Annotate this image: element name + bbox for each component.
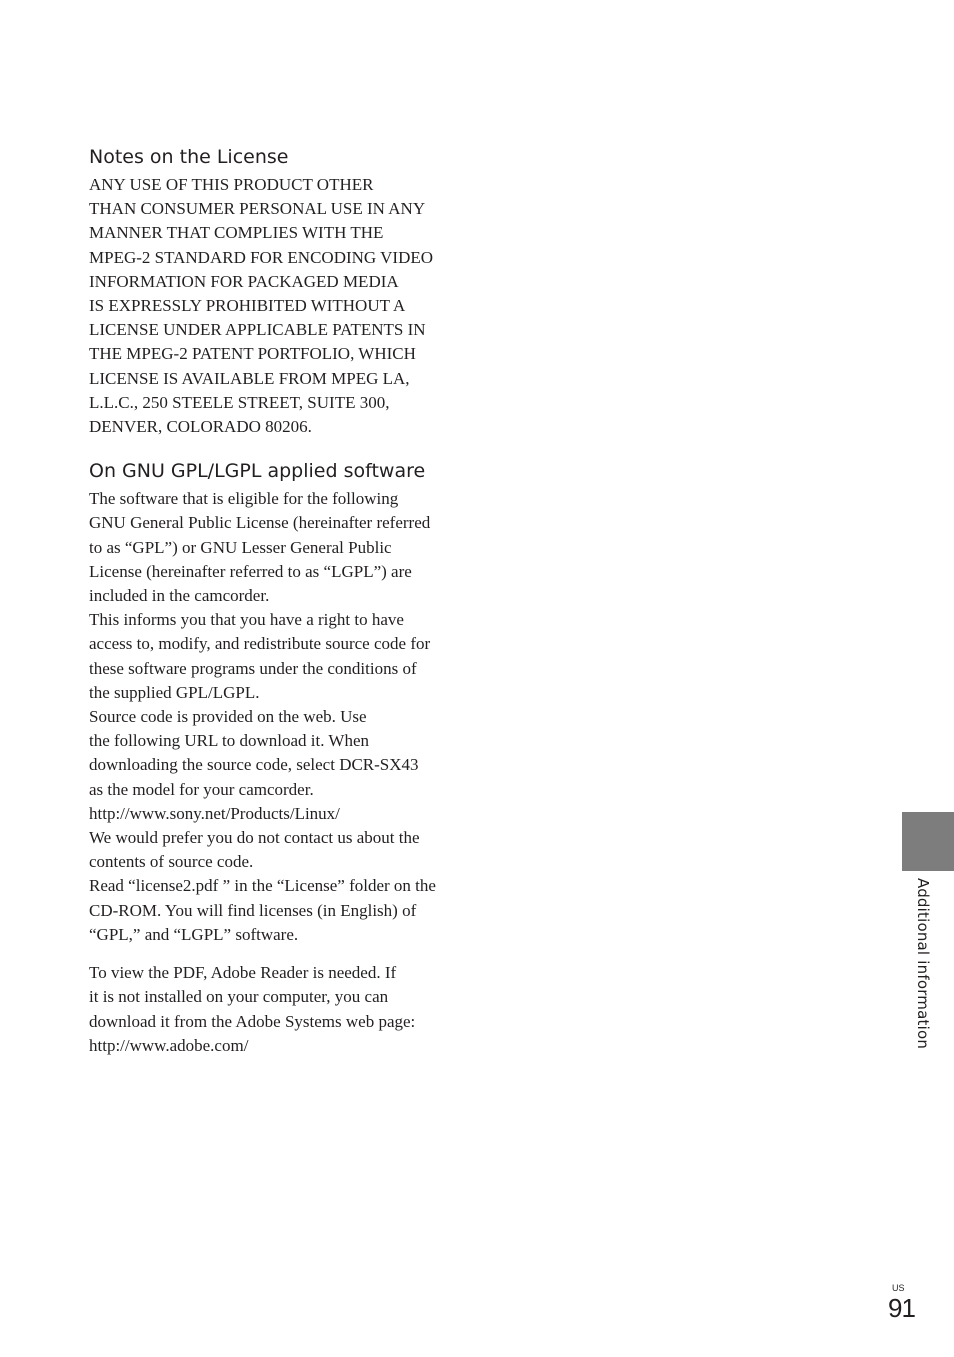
body-line: included in the camcorder. <box>89 586 270 606</box>
body-line: “GPL,” and “LGPL” software. <box>89 924 299 944</box>
body-line: Source code is provided on the web. Use <box>89 707 367 727</box>
license-notes-body <box>89 173 469 439</box>
body-line: INFORMATION FOR PACKAGED MEDIA <box>89 271 399 291</box>
section-side-label: Additional information <box>914 878 932 1050</box>
body-line: License (hereinafter referred to as “LGPL”) are <box>89 561 412 581</box>
section-tab-marker <box>902 812 954 871</box>
body-line: L.L.C., 250 STEELE STREET, SUITE 300, <box>89 392 390 412</box>
body-line: the following URL to download it. When <box>89 731 369 751</box>
page-region-code: US <box>892 1283 905 1293</box>
body-line: DENVER, COLORADO 80206. <box>89 417 312 437</box>
body-line: THE MPEG-2 PATENT PORTFOLIO, WHICH <box>89 344 416 364</box>
body-line: the supplied GPL/LGPL. <box>89 682 260 702</box>
body-line: downloading the source code, select DCR-SX43 <box>89 755 419 775</box>
gpl-lgpl-body <box>89 487 469 947</box>
body-line: The software that is eligible for the following <box>89 489 399 509</box>
body-line: to as “GPL”) or GNU Lesser General Public <box>89 537 392 557</box>
sony-linux-url: http://www.sony.net/Products/Linux/ <box>89 803 340 823</box>
body-line: as the model for your camcorder. <box>89 779 314 799</box>
body-line: contents of source code. <box>89 852 254 872</box>
body-line: GNU General Public License (hereinafter referred <box>89 513 431 533</box>
body-line: download it from the Adobe Systems web page: <box>89 1011 416 1031</box>
body-line: THAN CONSUMER PERSONAL USE IN ANY <box>89 199 426 219</box>
body-line: LICENSE IS AVAILABLE FROM MPEG LA, <box>89 368 410 388</box>
license-notes-heading: Notes on the License <box>89 146 289 168</box>
body-line: MPEG-2 STANDARD FOR ENCODING VIDEO <box>89 247 434 267</box>
body-line: these software programs under the conditions of <box>89 658 417 678</box>
body-line: CD-ROM. You will find licenses (in English) of <box>89 900 417 920</box>
body-line: LICENSE UNDER APPLICABLE PATENTS IN <box>89 320 426 340</box>
content-column <box>89 143 469 1058</box>
body-line: To view the PDF, Adobe Reader is needed. If <box>89 963 397 983</box>
body-line: it is not installed on your computer, you can <box>89 987 389 1007</box>
page-number: 91 <box>888 1293 915 1323</box>
body-line: ANY USE OF THIS PRODUCT OTHER <box>89 175 374 194</box>
body-line: Read “license2.pdf ” in the “License” folder on the <box>89 876 436 896</box>
body-line: MANNER THAT COMPLIES WITH THE <box>89 223 384 243</box>
paragraph-gap <box>89 947 469 961</box>
body-line: We would prefer you do not contact us about the <box>89 828 420 848</box>
gpl-lgpl-heading: On GNU GPL/LGPL applied software <box>89 460 426 483</box>
body-line: IS EXPRESSLY PROHIBITED WITHOUT A <box>89 296 406 316</box>
adobe-url: http://www.adobe.com/ <box>89 1035 249 1055</box>
body-line: This informs you that you have a right to have <box>89 610 404 630</box>
adobe-reader-note <box>89 961 469 1058</box>
body-line: access to, modify, and redistribute source code for <box>89 634 431 654</box>
